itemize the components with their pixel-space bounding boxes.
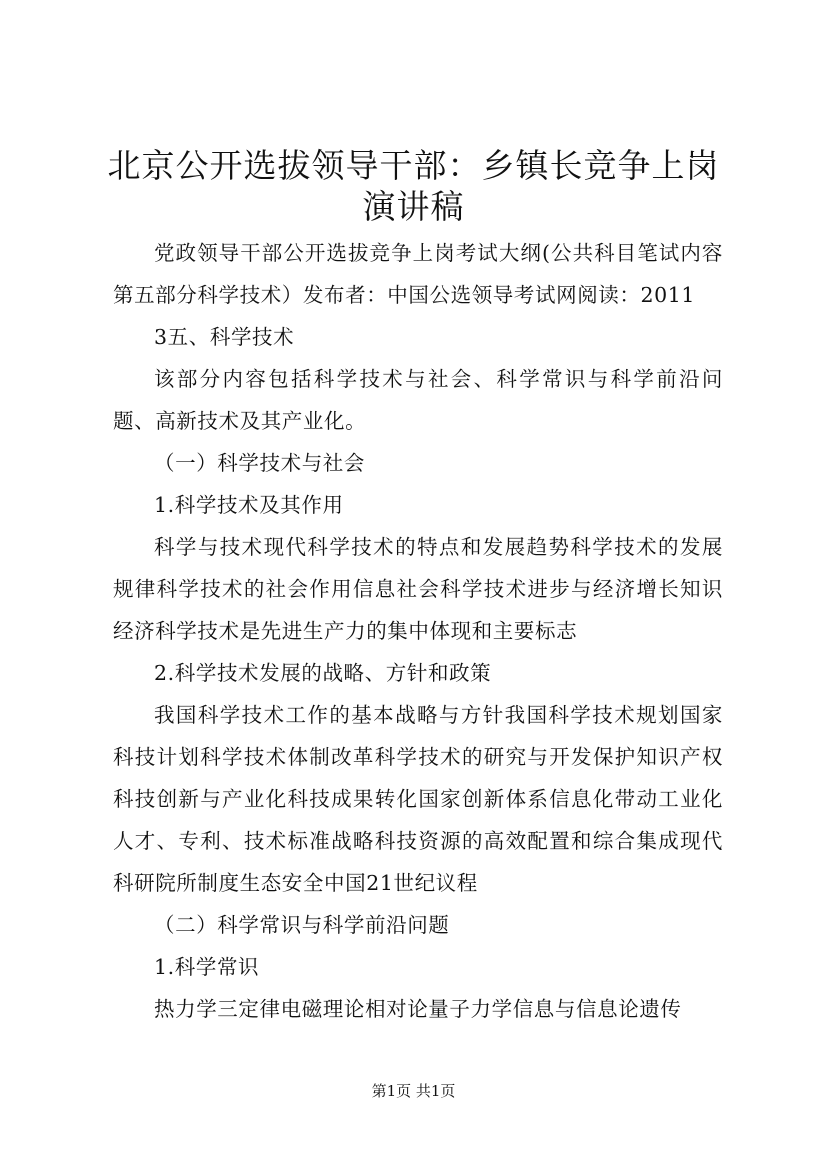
heading-strategy-policy: 2.科学技术发展的战略、方针和政策 xyxy=(154,661,492,685)
document-body xyxy=(113,232,723,1030)
paragraph-common-knowledge: 热力学三定律电磁理论相对论量子力学信息与信息论遗传 xyxy=(154,997,682,1021)
heading-science-society: （一）科学技术与社会 xyxy=(154,451,365,475)
page-footer: 第1页 共1页 xyxy=(371,1082,456,1100)
heading-common-knowledge-frontier: （二）科学常识与科学前沿问题 xyxy=(154,913,450,937)
paragraph-role-of-science: 科学与技术现代科学技术的特点和发展趋势科学技术的发展规律科学技术的社会作用信息社会科学技术进步与经济增长知识经济科学技术是先进生产力的集中体现和主要标志 xyxy=(113,535,723,643)
heading-role-of-science: 1.科学技术及其作用 xyxy=(154,493,344,517)
paragraph-intro: 党政领导干部公开选拔竞争上岗考试大纲(公共科目笔试内容第五部分科学技术）发布者：中国公选领导考试网阅读：2011 xyxy=(113,241,723,307)
document-title: 北京公开选拔领导干部：乡镇长竞争上岗演讲稿 xyxy=(107,146,720,226)
heading-common-knowledge: 1.科学常识 xyxy=(154,955,260,979)
paragraph-strategy-policy: 我国科学技术工作的基本战略与方针我国科学技术规划国家科技计划科学技术体制改革科学技术的研究与开发保护知识产权科技创新与产业化科技成果转化国家创新体系信息化带动工业化人才、专利、技术标准战略科技资源的高效配置和综合集成现代科研院所制度生态安全中国21世纪议程 xyxy=(113,703,723,895)
paragraph-scope: 该部分内容包括科学技术与社会、科学常识与科学前沿问题、高新技术及其产业化。 xyxy=(113,367,723,433)
paragraph-section-five: 3五、科学技术 xyxy=(154,325,295,349)
